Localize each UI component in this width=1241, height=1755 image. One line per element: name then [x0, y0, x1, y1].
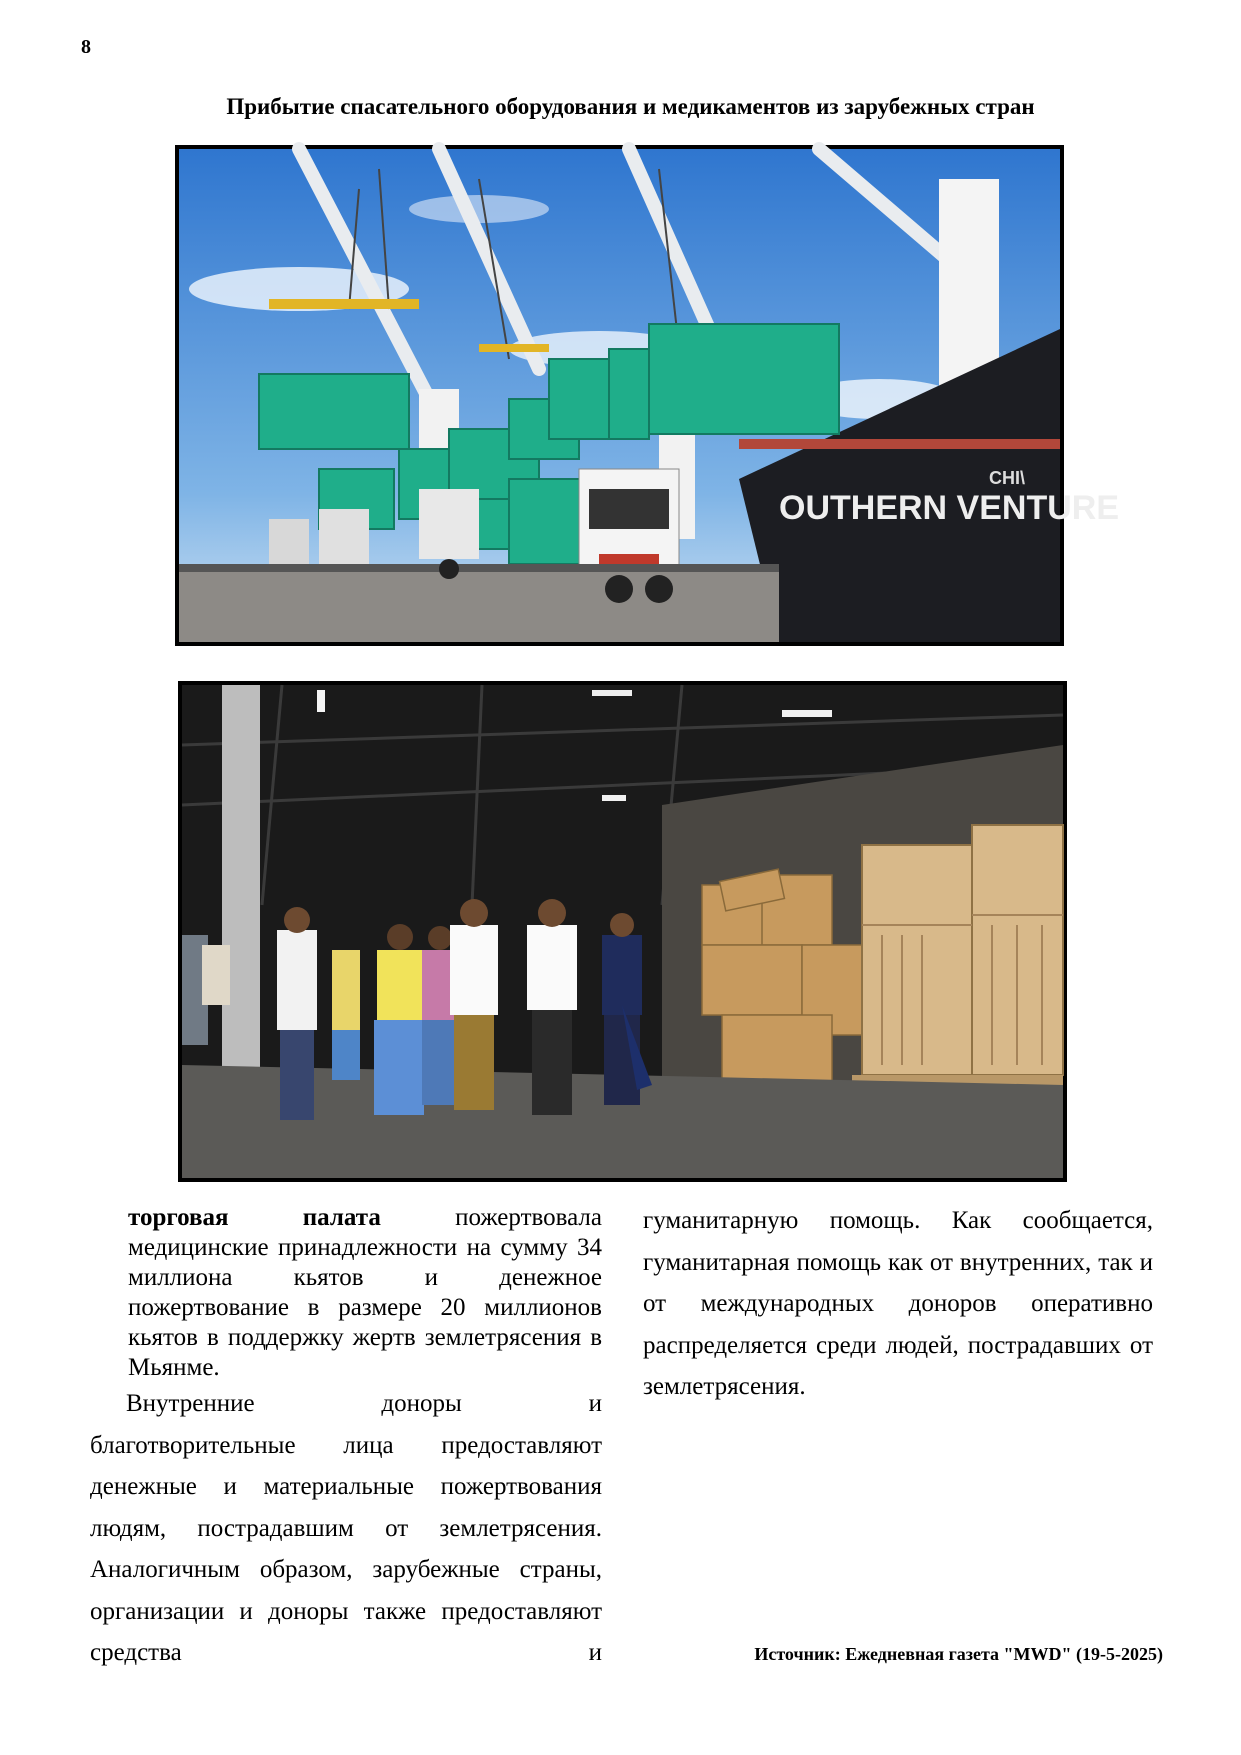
port-photo-illustration: [179, 149, 1120, 642]
page-number: 8: [81, 36, 91, 58]
second-paragraph-rest: благотворительные лица предоставляют денежные и материальные пожертвования людям, пострадавшим от землетрясения. Аналогичным образом, зарубежные страны, организации и доноры также предоставляют средства и: [90, 1431, 602, 1666]
warehouse-photo-illustration: [182, 685, 1063, 1178]
source-credit: Источник: Ежедневная газета "MWD" (19-5-2025): [754, 1644, 1163, 1664]
lead-bold-text: торговая палата: [128, 1204, 381, 1231]
ship-name-text-2: CHI\: [989, 468, 1025, 488]
page-title: Прибытие спасательного оборудования и медикаментов из зарубежных стран: [226, 94, 1035, 119]
warehouse-visit-photo: [178, 681, 1067, 1182]
second-paragraph-first-line: Внутренние доноры и: [126, 1390, 602, 1417]
article-lead-paragraph: [128, 1203, 602, 1383]
port-cargo-photo: [175, 145, 1120, 646]
article-right-column: гуманитарную помощь. Как сообщается, гуманитарная помощь как от внутренних, так и от международных доноров оперативно распределяется среди людей, пострадавших от землетрясения.: [643, 1207, 1153, 1400]
article-second-paragraph: [90, 1383, 602, 1674]
lead-rest-text: пожертвовала медицинские принадлежности на сумму 34 миллиона кьятов и денежное пожертвование в размере 20 миллионов кьятов в поддержку жертв землетрясения в Мьянме.: [128, 1204, 602, 1381]
article-left-column: [90, 1203, 602, 1674]
ship-name-text: OUTHERN VENTURE: [779, 489, 1120, 527]
